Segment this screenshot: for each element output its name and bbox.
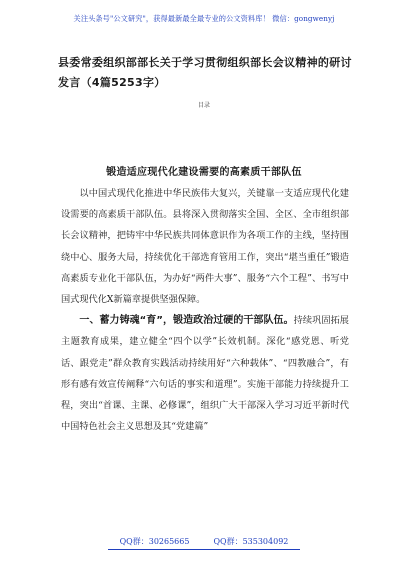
footer-underline [108,549,300,550]
header-banner: 关注头条号"公文研究"，获得最新最全最专业的公文资料库！ 微信：gongwenyj [73,14,335,23]
document-title: 县委常委组织部部长关于学习贯彻组织部长会议精神的研讨发言（4篇5253字） [58,56,352,89]
qq-group-1: QQ群：30265665 [119,537,190,546]
body-text [61,183,349,437]
section-heading: 锻造适应现代化建设需要的高素质干部队伍 [106,167,302,178]
toc-label: 目录 [197,102,210,109]
footer-contact [0,536,408,547]
paragraph: 以中国式现代化推进中华民族伟大复兴，关键靠一支适应现代化建设需要的高素质干部队伍。县将深入贯彻落实全国、全区、全市组织部长会议精神，把铸牢中华民族共同体意识作为各项工作的主线，坚持围绕中心、服务大局，持续优化干部选育管用工作，突出“堪当重任”锻造高素质专业化干部队伍，为办好“两件大事”、服务“六个工程”、书写中国式现代化X新篇章提供坚强保障。 [61,188,349,306]
qq-group-2: QQ群：535304092 [213,537,289,546]
paragraph-text: 持续巩固拓展主题教育成果，建立健全“四个以学”长效机制。深化“感党恩、听党话、跟党走”群众教育实践活动持续用好“六种载体”、“四教融合”，有形有感有效宣传阐释“六句话的事实和道理”。实施干部能力持续提升工程，突出“首课、主课、必修课”，组织广大干部深入学习习近平新时代中国特色社会主义思想及其“党建篇” [61,315,349,433]
paragraph [61,310,349,437]
subheading: 一、蓄力铸魂“育”，锻造政治过硬的干部队伍。 [79,315,294,327]
